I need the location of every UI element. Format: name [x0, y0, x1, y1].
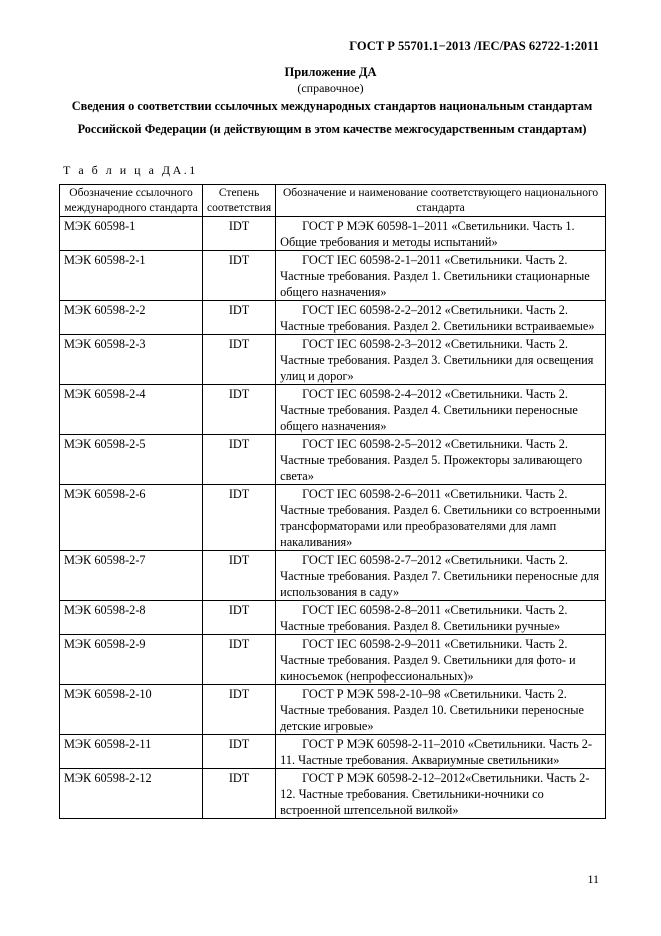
table-row [60, 385, 606, 435]
national-standard-text: ГОСТ Р МЭК 60598-2-12–2012«Светильники. Часть 2-12. Частные требования. Светильники-ночники со встроенной штепсельной вилкой» [280, 771, 590, 817]
table-header-row [60, 185, 606, 217]
cell-ref-standard: МЭК 60598-2-12 [60, 769, 203, 819]
cell-degree: IDT [203, 217, 276, 251]
cell-ref-standard: МЭК 60598-2-4 [60, 385, 203, 435]
header-ref-standard: Обозначение ссылочного международного стандарта [60, 185, 203, 217]
cell-national-standard [276, 551, 606, 601]
page-number: 11 [587, 872, 599, 886]
cell-ref-standard: МЭК 60598-2-7 [60, 551, 203, 601]
table-row [60, 435, 606, 485]
cell-national-standard [276, 685, 606, 735]
national-standard-text: ГОСТ IEC 60598-2-6–2011 «Светильники. Часть 2. Частные требования. Раздел 6. Светильники со встроенными трансформаторами или преобразователями для ламп накаливания» [280, 487, 601, 549]
cell-degree: IDT [203, 335, 276, 385]
cell-national-standard [276, 385, 606, 435]
national-standard-text: ГОСТ Р МЭК 60598-2-11–2010 «Светильники. Часть 2-11. Частные требования. Аквариумные светильники» [280, 737, 593, 767]
national-standard-text: ГОСТ IEC 60598-2-5–2012 «Светильники. Часть 2. Частные требования. Раздел 5. Прожекторы заливающего света» [280, 437, 583, 483]
national-standard-text: ГОСТ IEC 60598-2-7–2012 «Светильники. Часть 2. Частные требования. Раздел 7. Светильники переносные для использования в саду» [280, 553, 599, 599]
header-national-standard: Обозначение и наименование соответствующего национального стандарта [276, 185, 606, 217]
table-row [60, 485, 606, 551]
cell-degree: IDT [203, 769, 276, 819]
cell-national-standard [276, 435, 606, 485]
cell-national-standard [276, 335, 606, 385]
cell-degree: IDT [203, 485, 276, 551]
table-row [60, 735, 606, 769]
cell-ref-standard: МЭК 60598-1 [60, 217, 203, 251]
cell-degree: IDT [203, 251, 276, 301]
table-row [60, 685, 606, 735]
cell-ref-standard: МЭК 60598-2-2 [60, 301, 203, 335]
appendix-title: Приложение ДА [284, 65, 377, 79]
cell-national-standard [276, 735, 606, 769]
table-row [60, 335, 606, 385]
national-standard-text: ГОСТ IEC 60598-2-8–2011 «Светильники. Часть 2. Частные требования. Раздел 8. Светильники ручные» [280, 603, 568, 633]
table-row [60, 601, 606, 635]
cell-degree: IDT [203, 551, 276, 601]
national-standard-text: ГОСТ IEC 60598-2-4–2012 «Светильники. Часть 2. Частные требования. Раздел 4. Светильники переносные общего назначения» [280, 387, 578, 433]
cell-ref-standard: МЭК 60598-2-11 [60, 735, 203, 769]
table-row [60, 217, 606, 251]
cell-national-standard [276, 485, 606, 551]
cell-degree: IDT [203, 635, 276, 685]
cell-national-standard [276, 635, 606, 685]
table-row [60, 251, 606, 301]
cell-ref-standard: МЭК 60598-2-8 [60, 601, 203, 635]
national-standard-text: ГОСТ IEC 60598-2-3–2012 «Светильники. Часть 2. Частные требования. Раздел 3. Светильники для освещения улиц и дорог» [280, 337, 594, 383]
cell-ref-standard: МЭК 60598-2-10 [60, 685, 203, 735]
cell-national-standard [276, 601, 606, 635]
cell-ref-standard: МЭК 60598-2-1 [60, 251, 203, 301]
table-row [60, 769, 606, 819]
table-row [60, 551, 606, 601]
appendix-heading: Сведения о соответствии ссылочных международных стандартов национальным стандартам Российской Федерации (и действующим в этом качестве межгосударственным стандартам) [71, 99, 593, 136]
cell-degree: IDT [203, 435, 276, 485]
cell-ref-standard: МЭК 60598-2-3 [60, 335, 203, 385]
cell-ref-standard: МЭК 60598-2-5 [60, 435, 203, 485]
cell-degree: IDT [203, 735, 276, 769]
header-degree: Степень соответствия [203, 185, 276, 217]
document-standard-header: ГОСТ Р 55701.1−2013 /IEC/PAS 62722-1:2011 [349, 39, 599, 53]
cell-national-standard [276, 301, 606, 335]
cell-ref-standard: МЭК 60598-2-6 [60, 485, 203, 551]
cell-degree: IDT [203, 601, 276, 635]
cell-degree: IDT [203, 301, 276, 335]
cell-degree: IDT [203, 385, 276, 435]
appendix-subtitle: (справочное) [297, 81, 364, 95]
national-standard-text: ГОСТ Р МЭК 60598-1–2011 «Светильники. Часть 1. Общие требования и методы испытаний» [280, 219, 575, 249]
national-standard-text: ГОСТ IEC 60598-2-2–2012 «Светильники. Часть 2. Частные требования. Раздел 2. Светильники встраиваемые» [280, 303, 595, 333]
table-row [60, 301, 606, 335]
table-label: Т а б л и ц а ДА.1 [63, 163, 198, 177]
national-standard-text: ГОСТ IEC 60598-2-9–2011 «Светильники. Часть 2. Частные требования. Раздел 9. Светильники для фото- и киносъемок (непрофессиональных)» [280, 637, 576, 683]
national-standard-text: ГОСТ IEC 60598-2-1–2011 «Светильники. Часть 2. Частные требования. Раздел 1. Светильники стационарные общего назначения» [280, 253, 590, 299]
correspondence-table [59, 184, 606, 819]
cell-ref-standard: МЭК 60598-2-9 [60, 635, 203, 685]
cell-degree: IDT [203, 685, 276, 735]
cell-national-standard [276, 769, 606, 819]
national-standard-text: ГОСТ Р МЭК 598-2-10–98 «Светильники. Часть 2. Частные требования. Раздел 10. Светильники переносные детские игровые» [280, 687, 585, 733]
table-row [60, 635, 606, 685]
cell-national-standard [276, 217, 606, 251]
cell-national-standard [276, 251, 606, 301]
